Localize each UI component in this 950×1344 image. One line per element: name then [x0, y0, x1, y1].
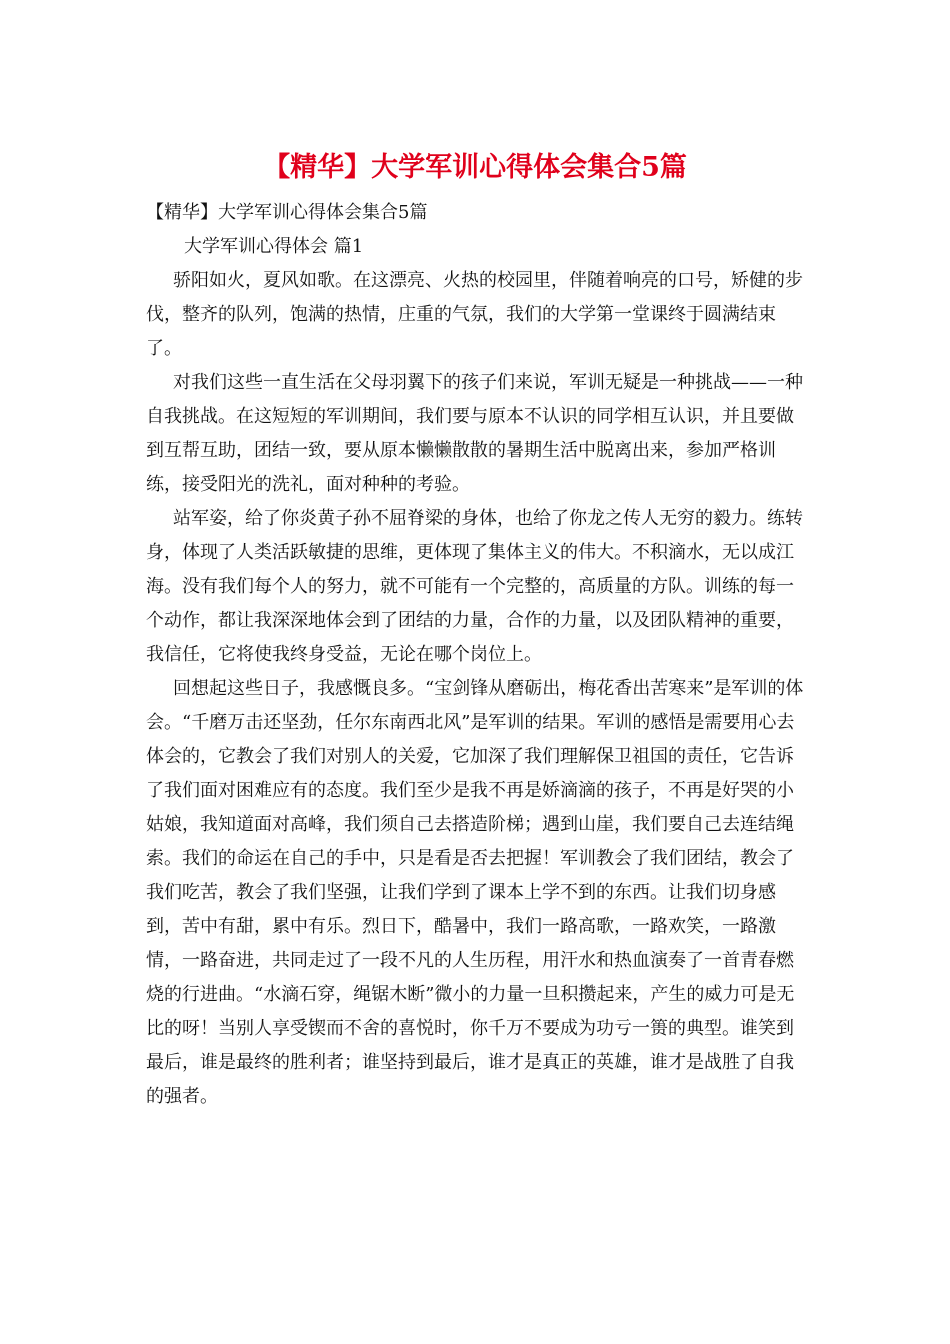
section-heading: 大学军训心得体会 篇1	[184, 236, 364, 257]
document-subtitle: 【精华】大学军训心得体会集合5篇	[146, 202, 428, 223]
paragraph: 站军姿，给了你炎黄子孙不屈脊梁的身体，也给了你龙之传人无穷的毅力。练转身，体现了人类活跃敏捷的思维，更体现了集体主义的伟大。不积滴水，无以成江海。没有我们每个人的努力，就不可能有一个完整的，高质量的方队。训练的每一个动作，都让我深深地体会到了团结的力量，合作的力量，以及团队精神的重要，我信任，它将使我终身受益，无论在哪个岗位上。	[146, 508, 803, 665]
paragraph: 骄阳如火，夏风如歌。在这漂亮、火热的校园里，伴随着响亮的口号，矫健的步伐，整齐的队列，饱满的热情，庄重的气氛，我们的大学第一堂课终于圆满结束了。	[146, 270, 803, 359]
document-title: 【精华】大学军训心得体会集合5篇	[263, 152, 687, 183]
document-body	[146, 196, 808, 1114]
paragraph: 对我们这些一直生活在父母羽翼下的孩子们来说，军训无疑是一种挑战——一种自我挑战。在这短短的军训期间，我们要与原本不认识的同学相互认识，并且要做到互帮互助，团结一致，要从原本懒懒散散的暑期生活中脱离出来，参加严格训练，接受阳光的洗礼，面对种种的考验。	[146, 372, 803, 495]
paragraph: 回想起这些日子，我感慨良多。“宝剑锋从磨砺出，梅花香出苦寒来”是军训的体会。“千磨万击还坚劲，任尔东南西北风”是军训的结果。军训的感悟是需要用心去体会的，它教会了我们对别人的关爱，它加深了我们理解保卫祖国的责任，它告诉了我们面对困难应有的态度。我们至少是我不再是娇滴滴的孩子，不再是好哭的小姑娘，我知道面对高峰，我们须自己去搭造阶梯；遇到山崖，我们要自己去连结绳索。我们的命运在自己的手中，只是看是否去把握！军训教会了我们团结，教会了我们吃苦，教会了我们坚强，让我们学到了课本上学不到的东西。让我们切身感到，苦中有甜，累中有乐。烈日下，酷暑中，我们一路高歌，一路欢笑，一路激情，一路奋进，共同走过了一段不凡的人生历程，用汗水和热血演奏了一首青春燃烧的行进曲。“水滴石穿，绳锯木断”微小的力量一旦积攒起来，产生的威力可是无比的呀！当别人享受锲而不舍的喜悦时，你千万不要成为功亏一篑的典型。谁笑到最后，谁是最终的胜利者；谁坚持到最后，谁才是真正的英雄，谁才是战胜了自我的强者。	[146, 678, 804, 1107]
